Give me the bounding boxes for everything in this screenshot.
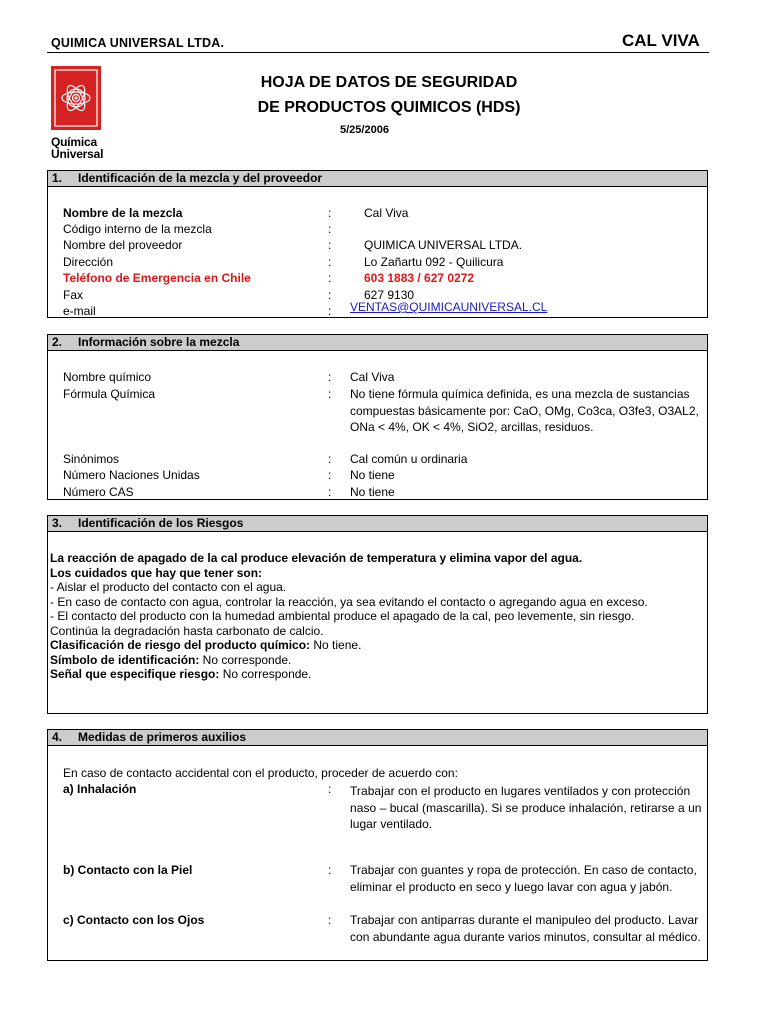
section-identification xyxy=(47,170,708,318)
value-cas-number: No tiene xyxy=(350,485,395,499)
colon: : xyxy=(328,206,332,220)
section-header xyxy=(48,516,707,532)
product-name: CAL VIVA xyxy=(622,31,700,50)
colon: : xyxy=(328,370,332,384)
care-item: - En caso de contacto con agua, controlar la reacción, ya sea evitando el contacto o agregando agua en exceso. xyxy=(50,594,648,609)
value-un-number: No tiene xyxy=(350,468,395,482)
label-un-number: Número Naciones Unidas xyxy=(63,468,200,482)
label-cas-number: Número CAS xyxy=(63,485,134,499)
classification-value: No tiene. xyxy=(310,638,362,652)
colon: : xyxy=(328,222,332,236)
colon: : xyxy=(328,468,332,482)
symbol-line xyxy=(50,653,705,668)
colon: : xyxy=(328,485,332,499)
care-item: Continúa la degradación hasta carbonato de calcio. xyxy=(50,623,324,638)
value-address: Lo Zañartu 092 - Quilicura xyxy=(364,255,504,269)
colon: : xyxy=(328,288,332,302)
logo-word-universal: Universal xyxy=(51,147,104,161)
value-inhalation: Trabajar con el producto en lugares ventilados y con protección naso – bucal (mascarilla). Si se produce inhalación, retirarse a un lugar ventilado. xyxy=(350,784,702,831)
document-title-line1: HOJA DE DATOS DE SEGURIDAD xyxy=(260,74,518,91)
label-chemical-name: Nombre químico xyxy=(63,370,152,384)
label-inhalation: a) Inhalación xyxy=(63,782,137,796)
value-supplier-name: QUIMICA UNIVERSAL LTDA. xyxy=(364,238,523,252)
risks-text xyxy=(50,551,705,682)
label-emergency-phone: Teléfono de Emergencia en Chile xyxy=(63,271,251,285)
colon: : xyxy=(328,863,332,877)
label-email: e-mail xyxy=(63,304,96,318)
colon: : xyxy=(328,782,332,796)
section-risks xyxy=(47,515,708,714)
label-internal-code: Código interno de la mezcla xyxy=(63,222,212,236)
section-header xyxy=(48,730,707,746)
section-number: 3. xyxy=(52,516,63,530)
value-skin-contact: Trabajar con guantes y ropa de protección. En caso de contacto, eliminar el producto en seco y luego lavar con agua y jabón. xyxy=(350,863,697,894)
first-aid-intro: En caso de contacto accidental con el producto, proceder de acuerdo con: xyxy=(63,766,458,780)
section-number: 4. xyxy=(52,730,63,744)
label-skin-contact: b) Contacto con la Piel xyxy=(63,863,193,877)
value-fax: 627 9130 xyxy=(364,288,415,302)
header-divider xyxy=(47,52,709,53)
section-title: Identificación de la mezcla y del proveedor xyxy=(78,171,323,185)
label-mixture-name: Nombre de la mezcla xyxy=(63,206,183,220)
section-number: 2. xyxy=(52,335,63,349)
colon: : xyxy=(328,271,332,285)
section-number: 1. xyxy=(52,171,63,185)
value-chemical-name: Cal Viva xyxy=(350,370,395,384)
value-eye-contact: Trabajar con antiparras durante el manipuleo del producto. Lavar con abundante agua durante varios minutos, consultar al médico. xyxy=(350,913,701,944)
care-title: Los cuidados que hay que tener son: xyxy=(50,565,263,580)
document-date: 5/25/2006 xyxy=(340,124,389,136)
label-chemical-formula: Fórmula Química xyxy=(63,387,156,401)
company-name: QUIMICA UNIVERSAL LTDA. xyxy=(51,36,225,50)
value-synonyms: Cal común u ordinaria xyxy=(350,452,468,466)
signal-line xyxy=(50,667,705,682)
symbol-label: Símbolo de identificación: xyxy=(50,652,200,667)
section-header xyxy=(48,171,707,187)
classification-line xyxy=(50,638,705,653)
section-mixture-info xyxy=(47,334,708,500)
value-chemical-formula: No tiene fórmula química definida, es una mezcla de sustancias compuestas básicamente por: CaO, OMg, Co3ca, O3fe3, O3AL2, ONa < 4%, OK < 4%, SiO2, arcillas, residuos. xyxy=(350,387,699,434)
value-mixture-name: Cal Viva xyxy=(364,206,409,220)
signal-label: Señal que especifique riesgo: xyxy=(50,667,220,681)
colon: : xyxy=(328,238,332,252)
label-supplier-name: Nombre del proveedor xyxy=(63,238,183,252)
risk-lead: La reacción de apagado de la cal produce elevación de temperatura y elimina vapor del agua. xyxy=(50,551,583,565)
label-address: Dirección xyxy=(63,255,114,269)
symbol-value: No corresponde. xyxy=(199,652,292,667)
email-link[interactable]: VENTAS@QUIMICAUNIVERSAL.CL xyxy=(350,300,548,314)
care-item: - Aislar el producto del contacto con el agua. xyxy=(50,580,287,594)
document-title-line2: DE PRODUCTOS QUIMICOS (HDS) xyxy=(257,99,521,116)
colon: : xyxy=(328,913,332,927)
signal-value: No corresponde. xyxy=(219,667,312,681)
logo-word-quimica: Química xyxy=(51,135,97,149)
colon: : xyxy=(328,304,332,318)
value-emergency-phone: 603 1883 / 627 0272 xyxy=(364,271,475,285)
colon: : xyxy=(328,387,332,401)
label-synonyms: Sinónimos xyxy=(63,452,120,466)
label-fax: Fax xyxy=(63,288,84,302)
care-item: - El contacto del producto con la humedad ambiental produce el apagado de la cal, peo levemente, sin riesgo. xyxy=(50,609,635,623)
section-header xyxy=(48,335,707,351)
colon: : xyxy=(328,255,332,269)
classification-label: Clasificación de riesgo del producto químico: xyxy=(50,638,311,652)
section-title: Información sobre la mezcla xyxy=(78,335,240,349)
label-eye-contact: c) Contacto con los Ojos xyxy=(63,913,205,927)
section-first-aid xyxy=(47,729,708,961)
section-title: Identificación de los Riesgos xyxy=(78,516,244,530)
section-title: Medidas de primeros auxilios xyxy=(78,730,247,744)
colon: : xyxy=(328,452,332,466)
